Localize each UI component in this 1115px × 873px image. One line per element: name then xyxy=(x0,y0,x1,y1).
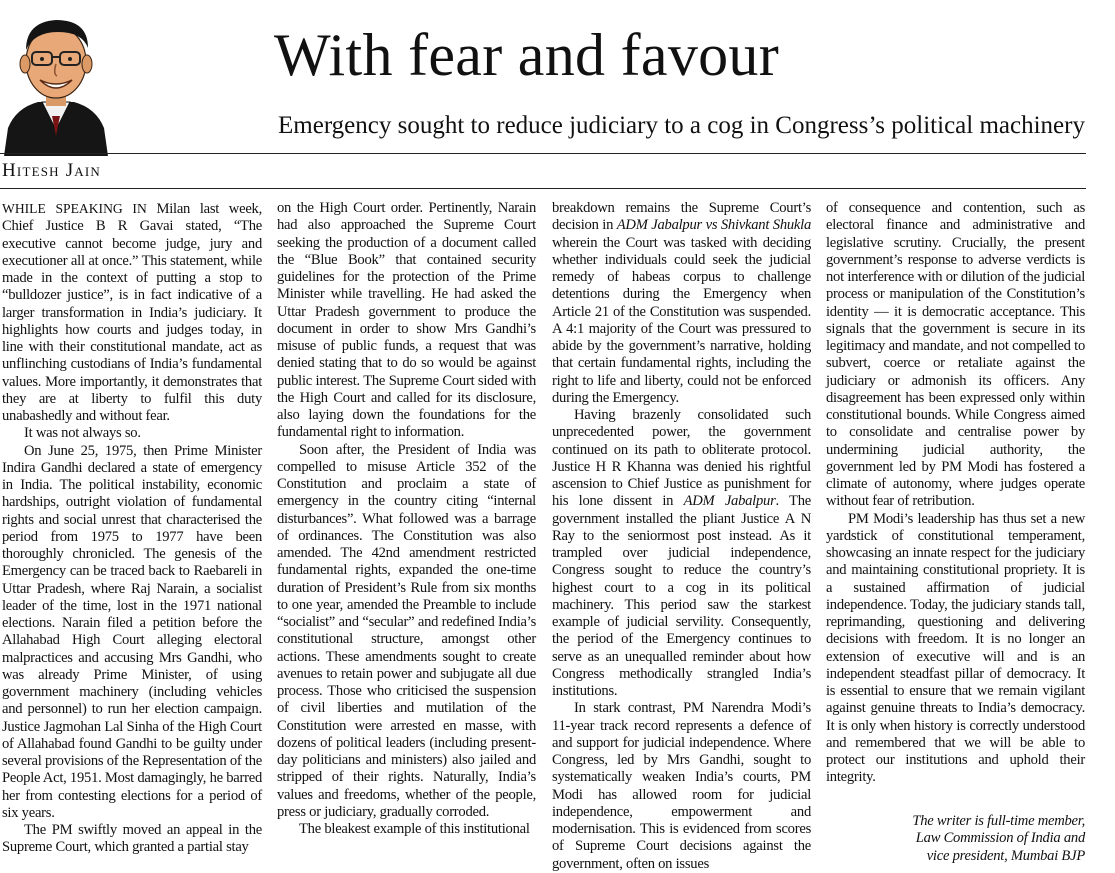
paragraph: of consequence and contention, such as electoral finance and administrative and legislative scrutiny. Crucially, the present government’s response to adverse verdicts is not interference with or dilution of the judicial process or manipulation of the Constitution’s identity — it is democratic acceptance. This signals that the government is secure in its legitimacy and mandate, and not compelled to subvert, coerce or retaliate against the judiciary or admonish its officers. Any disagreement has been expressed only within constitutional bounds. While Congress aimed to consolidate and centralise power by undermining judicial authority, the government led by PM Modi has fostered a climate of autonomy, where judges operate without fear of retribution. xyxy=(826,200,1085,510)
article-column-3 xyxy=(552,200,811,873)
run-in-lead: WHILE SPEAKING IN xyxy=(2,201,147,216)
byline: Hitesh Jain xyxy=(2,160,101,181)
paragraph-text: breakdown remains the Supreme Court’s decision in xyxy=(552,200,811,234)
signoff-line: Law Commission of India and xyxy=(915,830,1085,846)
paragraph xyxy=(552,200,811,407)
signoff-line: vice president, Mumbai BJP xyxy=(926,847,1085,864)
paragraph-text: Having brazenly consolidated such unprecedented power, the government continued on its path to obliterate protocol. Justice H R Khanna was denied his rightful ascension to Chief Justice as punishment for his lone dissent in xyxy=(552,407,811,510)
paragraph: On June 25, 1975, then Prime Minister Indira Gandhi declared a state of emergency in India. The political instability, economic hardships, outright violation of fundamental rights and social unrest that characterised the period from 1975 to 1977 have been thoroughly chronicled. The genesis of the Emergency can be traced back to Raebareli in Uttar Pradesh, where Raj Narain, a socialist leader of the time, lost in the 1971 national elections. Narain filed a petition before the Allahabad High Court alleging electoral malpractices and accusing Mrs Gandhi, who was already Prime Minister, of using government machinery (including vehicles and personnel) to run her election campaign. Justice Jagmohan Lal Sinha of the High Court of Allahabad found Gandhi to be guilty under several provisions of the Representation of the People Act, 1951. Most damagingly, he barred her from contesting elections for a period of six years. xyxy=(2,442,263,821)
byline-rule xyxy=(0,188,1086,189)
paragraph: on the High Court order. Pertinently, Narain had also approached the Supreme Court seeking the production of a document called the “Blue Book” that contained security guidelines for the protection of the Prime Minister while travelling. He had asked the Uttar Pradesh government to produce the document in order to show Mrs Gandhi’s misuse of public funds, a request that was denied stating that to do so would be against public interest. The Supreme Court sided with the High Court and called for its disclosure, also laying down the foundations for the fundamental right to information. xyxy=(277,200,536,441)
paragraph: PM Modi’s leadership has thus set a new yardstick of constitutional temperament, showcasing an innate respect for the judiciary and maintaining constitutional propriety. It is a sustained affirmation of judicial independence. Today, the judiciary stands tall, reprimanding, questioning and delivering decisions with freedom. It is no longer an extension of executive will and is an independent steadfast pillar of democracy. It is essential to ensure that we remain vigilant against genuine threats to India’s democracy. It is only when history is correctly understood and remembered that we will be able to protect our institutions and uphold their integrity. xyxy=(826,510,1085,786)
paragraph-text: wherein the Court was tasked with deciding whether individuals could seek the judicial remedy of habeas corpus to challenge detentions during the Emergency when Article 21 of the Constitution was suspended. A 4:1 majority of the Court was pressured to abide by the government’s narrative, holding that certain fundamental rights, including the right to life and liberty, could not be enforced during the Emergency. xyxy=(552,234,811,406)
columnist-portrait-illustration xyxy=(2,6,110,156)
paragraph: The PM swiftly moved an appeal in the Supreme Court, which granted a partial stay xyxy=(2,822,262,856)
paragraph-text: . The government installed the pliant Justice A N Ray to the seniormost post instead. As it trampled over judicial independence, Congress sought to reduce the country’s highest court to a cog in its political machinery. This period saw the starkest example of judicial servility. Consequently, the period of the Emergency continues to serve as an unequalled reminder about how Congress methodically strangled India’s institutions. xyxy=(552,493,811,699)
paragraph xyxy=(2,200,262,425)
paragraph: The bleakest example of this institutional xyxy=(299,821,530,837)
headline: With fear and favour xyxy=(274,22,780,88)
paragraph: In stark contrast, PM Narendra Modi’s 11-year track record represents a defence of and support for judicial independence. Where Congress, led by Mrs Gandhi, sought to systematically weaken India’s courts, PM Modi has allowed room for judicial independence, empowerment and modernisation. This is evidenced from scores of Supreme Court decisions against the government, often on issues xyxy=(552,700,811,872)
case-name: ADM Jabalpur xyxy=(683,493,776,510)
paragraph-text: Milan last week, Chief Justice B R Gavai stated, “The executive cannot become judge, jury and executioner all at once.” This statement, while made in the context of putting a stop to “bulldozer justice”, is in fact indicative of a larger transformation in India’s judiciary. It highlights how courts and judges today, in line with their constitutional mandate, act as unflinching custodians of India’s fundamental values. More importantly, it demonstrates that they are at liberty to fulfil this duty unabashedly and without fear. xyxy=(2,201,262,424)
paragraph: Soon after, the President of India was compelled to misuse Article 352 of the Constitution and proclaim a state of emergency in the country citing “internal disturbances”. What followed was a barrage of ordinances. The Constitution was also amended. The 42nd amendment restricted fundamental rights, expanded the one-time duration of President’s Rule from six months to one year, amended the Preamble to include “socialist” and “secular” and redefined India’s constitutional structure, amongst other actions. These amendments sought to create avenues to retain power and subjugate all due process. Those who criticised the suspension of civil liberties and mutilation of the Constitution were arrested en masse, with dozens of political leaders (including present-day politicians and ministers) also jailed and stripped of their rights. Naturally, India’s values and freedoms, whether of the people, press or judiciary, gradually corroded. xyxy=(277,441,536,820)
case-name: ADM Jabalpur vs Shivkant Shukla xyxy=(616,217,811,234)
paragraph: It was not always so. xyxy=(24,425,141,442)
article-column-2 xyxy=(277,200,536,838)
header-rule xyxy=(0,153,1086,154)
subheadline: Emergency sought to reduce judiciary to a cog in Congress’s political machinery xyxy=(278,112,1085,139)
signoff-line: The writer is full-time member, xyxy=(912,812,1085,829)
author-signoff xyxy=(826,813,1085,866)
paragraph xyxy=(552,407,811,700)
article-column-4 xyxy=(826,200,1085,865)
article-column-1 xyxy=(2,200,262,857)
